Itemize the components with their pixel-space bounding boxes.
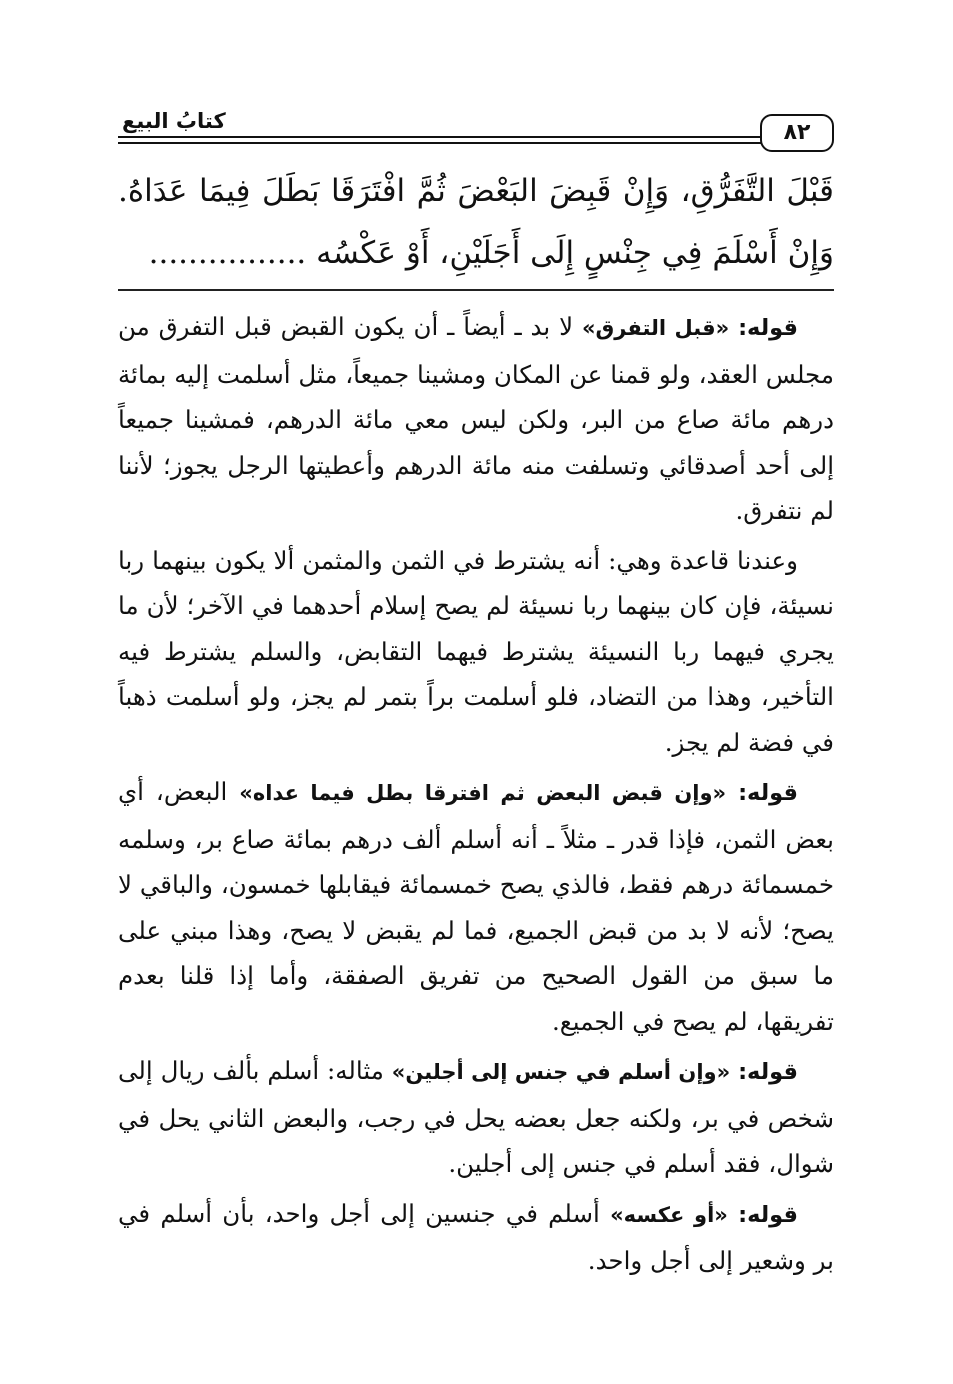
header-rule-top	[118, 136, 764, 138]
commentary-paragraph	[118, 538, 834, 766]
running-title: كتابُ البيع	[118, 108, 230, 134]
quoted-phrase: «قبل التفرق»	[581, 316, 730, 340]
paragraph-lead: قوله:	[738, 315, 798, 341]
commentary-paragraph	[118, 304, 834, 534]
quoted-phrase: «وإن قبض البعض ثم افترقا بطل فيما عداه»	[239, 781, 727, 805]
page-number: ٨٢	[760, 114, 834, 152]
paragraph-lead: قوله:	[738, 1059, 798, 1085]
paragraph-text: وعندنا قاعدة وهي: أنه يشترط في الثمن والمثمن ألا يكون بينهما ربا نسيئة، فإن كان بينهما ربا نسيئة لم يصح إسلام أحدهما في الآخر؛ لأن ما يجري فيهما ربا النسيئة يشترط فيهما التقابض، والسلم يشترط فيه التأخير، وهذا من التضاد، فلو أسلمت براً بتمر لم يجز، ولو أسلمت ذهباً في فضة لم يجز.	[118, 545, 834, 757]
quoted-phrase: «أو عكسه»	[610, 1202, 728, 1227]
paragraph-text: لا بد ـ أيضاً ـ أن يكون القبض قبل التفرق من مجلس العقد، ولو قمنا عن المكان ومشينا جميعاً، مثل أسلمت إليه بمائة درهم مائة صاع من البر، ولكن ليس معي مائة الدرهم، فمشينا جميعاً إلى أحد أصدقائي وتسلفت منه مائة الدرهم وأعطيتها الرجل يجوز؛ لأننا لم نتفرق.	[118, 312, 834, 525]
header-rule-bottom	[118, 142, 764, 144]
running-header	[118, 108, 834, 158]
paragraph-lead: قوله:	[738, 780, 798, 806]
matn-text	[118, 160, 834, 284]
quoted-phrase: «وإن أسلم في جنس إلى أجلين»	[391, 1060, 731, 1084]
matn-line: قَبْلَ التَّفَرُّقِ، وَإِنْ قَبِضَ البَعْضَ ثُمَّ افْتَرَقَا بَطَلَ فِيمَا عَدَاهُ.	[118, 173, 834, 209]
matn-line: وَإِنْ أَسْلَمَ فِي جِنْسٍ إِلَى أَجَلَيْنِ، أَوْ عَكْسُه ................	[148, 235, 834, 271]
commentary	[118, 304, 834, 1288]
commentary-paragraph	[118, 1048, 834, 1187]
commentary-paragraph	[118, 769, 834, 1044]
commentary-paragraph	[118, 1191, 834, 1284]
paragraph-text: أسلم في جنسين إلى أجل واحد، بأن أسلم في بر وشعير إلى أجل واحد.	[118, 1198, 834, 1275]
paragraph-lead: قوله:	[738, 1201, 799, 1228]
paragraph-text: البعض، أي بعض الثمن، فإذا قدر ـ مثلاً ـ أنه أسلم ألف درهم بمائة صاع بر، وسلمه خمسمائة درهم فقط، فالذي يصح خمسمائة فيقابلها خمسون، والباقي لا يصح؛ لأنه لا بد من قبض الجميع، فما لم يقبض لا يصح، وهذا مبني على ما سبق من القول الصحيح من تفريق الصفقة، وأما إذا قلنا بعدم تفريقها، لم يصح في الجميع.	[118, 777, 834, 1036]
paragraph-text: مثاله: أسلم بألف ريال إلى شخص في بر، ولكنه جعل بعضه يحل في رجب، والبعض الثاني يحل في شوال، فقد أسلم في جنس إلى أجلين.	[118, 1056, 834, 1178]
matn-divider	[118, 289, 834, 291]
